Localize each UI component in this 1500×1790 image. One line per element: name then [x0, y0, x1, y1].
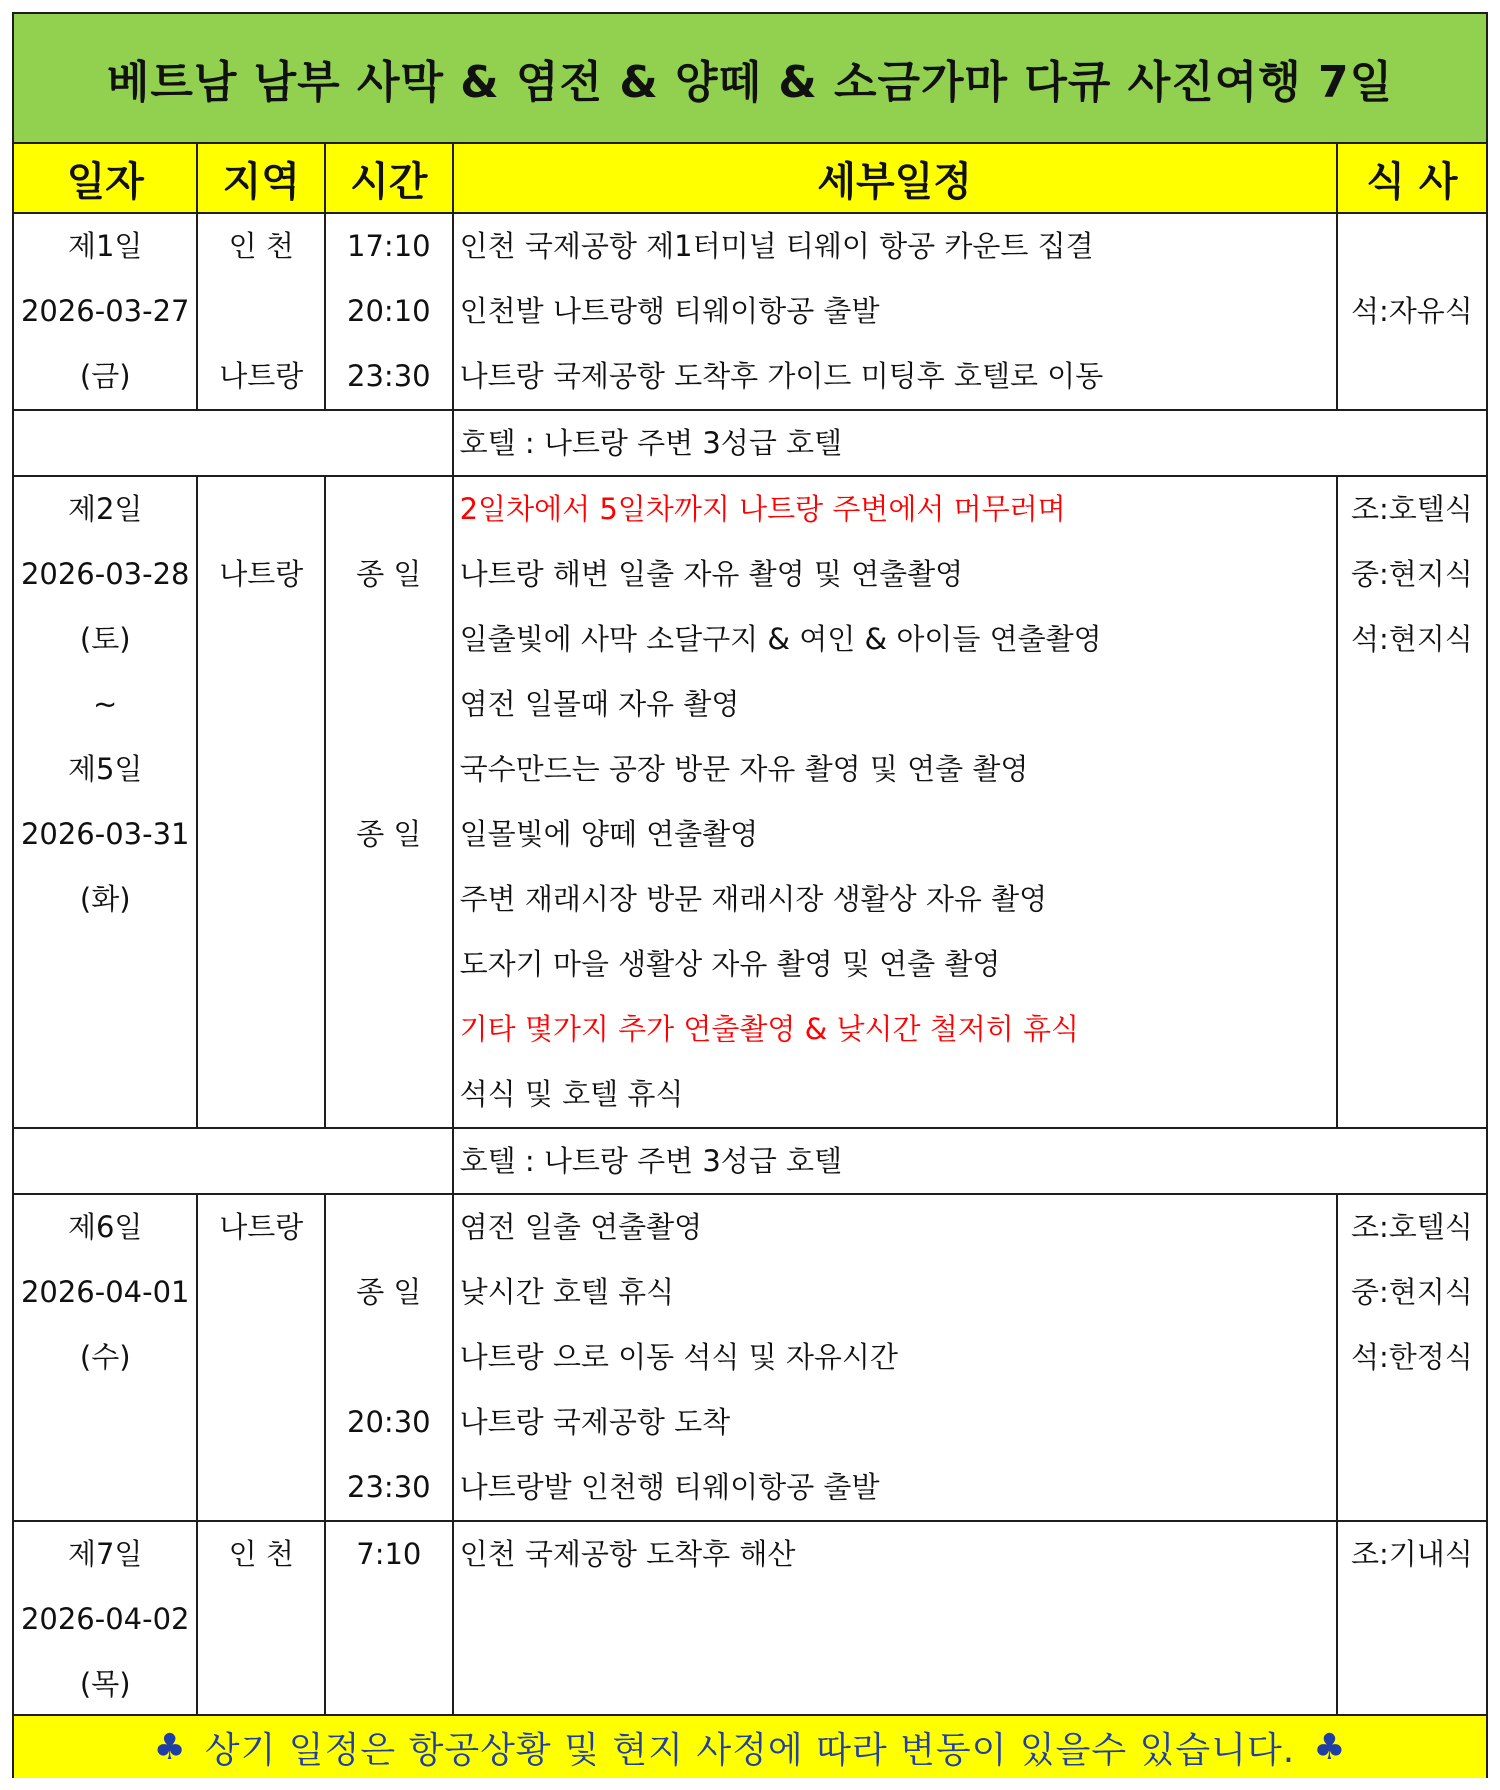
day-cell-line: (토)	[79, 622, 131, 656]
meal-cell	[1337, 1521, 1486, 1718]
detail-line: 주변 재래시장 방문 재래시장 생활상 자유 촬영	[459, 882, 1048, 916]
header-meal: 식 사	[1337, 144, 1486, 213]
hotel-cell	[453, 1128, 1486, 1194]
detail-cell	[453, 476, 1337, 1128]
detail-line: 도자기 마을 생활상 자유 촬영 및 연출 촬영	[459, 947, 1001, 981]
time-cell	[325, 1521, 453, 1718]
day-cell	[14, 213, 197, 410]
time-cell-line: 17:10	[347, 229, 431, 263]
region-cell-line	[198, 279, 324, 344]
club-icon: ♣	[153, 1726, 187, 1768]
region-cell-line: 인 천	[228, 229, 294, 263]
day-row	[14, 476, 1486, 1128]
region-cell-line: 나트랑	[219, 359, 304, 393]
meal-cell-line	[1338, 214, 1486, 279]
detail-line: 인천발 나트랑행 티웨이항공 출발	[459, 294, 880, 328]
meal-cell	[1337, 213, 1486, 410]
day-cell-line: (화)	[79, 882, 131, 916]
detail-line: 인천 국제공항 제1터미널 티웨이 항공 카운트 집결	[459, 229, 1094, 263]
detail-line: 일몰빛에 양떼 연출촬영	[459, 817, 759, 851]
hotel-text: 호텔 : 나트랑 주변 3성급 호텔	[459, 1144, 843, 1178]
detail-line: 석식 및 호텔 휴식	[459, 1077, 684, 1111]
itinerary-sheet	[12, 12, 1488, 1778]
hotel-row-blank	[14, 1128, 453, 1194]
header-day: 일자	[14, 144, 197, 213]
detail-line: 나트랑 해변 일출 자유 촬영 및 연출촬영	[459, 557, 964, 591]
detail-line: 나트랑 국제공항 도착	[459, 1405, 731, 1439]
hotel-text: 호텔 : 나트랑 주변 3성급 호텔	[459, 426, 843, 460]
day-cell-line: 제1일	[67, 229, 143, 263]
meal-cell-line: 석:현지식	[1350, 622, 1473, 656]
detail-line: 나트랑 으로 이동 석식 및 자유시간	[459, 1340, 898, 1374]
region-cell-line: 나트랑	[219, 1210, 304, 1244]
detail-line: 국수만드는 공장 방문 자유 촬영 및 연출 촬영	[459, 752, 1029, 786]
day-cell-line: 2026-03-31	[20, 817, 190, 851]
meal-cell	[1337, 476, 1486, 1128]
time-cell-line	[326, 477, 452, 542]
meal-cell-line: 석:한정식	[1350, 1340, 1473, 1374]
time-cell-line: 23:30	[347, 359, 431, 393]
region-cell-line	[198, 477, 324, 542]
table-header-row	[14, 144, 1486, 213]
region-cell	[197, 476, 325, 1128]
detail-line: 나트랑발 인천행 티웨이항공 출발	[459, 1470, 880, 1504]
day-cell-line: (수)	[79, 1340, 131, 1374]
time-cell-line: 7:10	[356, 1537, 422, 1571]
detail-line: 염전 일출 연출촬영	[459, 1210, 703, 1244]
day-cell-line: 2026-04-01	[20, 1275, 190, 1309]
detail-line: 인천 국제공항 도착후 해산	[459, 1537, 796, 1571]
day-cell-line: (금)	[79, 359, 131, 393]
footer-text: 상기 일정은 항공상황 및 현지 사정에 따라 변동이 있을수 있습니다.	[204, 1729, 1296, 1771]
day-cell	[14, 476, 197, 1128]
detail-line: 일출빛에 사막 소달구지 & 여인 & 아이들 연출촬영	[459, 622, 1102, 656]
meal-cell-line: 조:호텔식	[1350, 1210, 1473, 1244]
time-cell-line	[326, 737, 452, 802]
day-cell-line: 2026-03-27	[20, 294, 190, 328]
meal-cell	[1337, 1194, 1486, 1521]
time-cell-line	[326, 1325, 452, 1390]
region-cell	[197, 1521, 325, 1718]
region-cell-line: 인 천	[228, 1537, 294, 1571]
footer-notice	[14, 1714, 1486, 1778]
detail-line: 염전 일몰때 자유 촬영	[459, 687, 740, 721]
region-cell-line: 나트랑	[219, 557, 304, 591]
day-cell-line: 제6일	[67, 1210, 143, 1244]
hotel-row	[14, 410, 1486, 476]
itinerary-table	[14, 144, 1486, 1719]
day-cell-line: 제5일	[67, 752, 143, 786]
detail-line: 낮시간 호텔 휴식	[459, 1275, 675, 1309]
detail-cell	[453, 1194, 1337, 1521]
itinerary-title: 베트남 남부 사막 & 염전 & 양떼 & 소금가마 다큐 사진여행 7일	[14, 14, 1486, 144]
time-cell-line: 종 일	[356, 817, 422, 851]
hotel-cell	[453, 410, 1486, 476]
day-cell-line: (목)	[79, 1667, 131, 1701]
header-region: 지역	[197, 144, 325, 213]
region-cell	[197, 1194, 325, 1521]
meal-cell-line: 중:현지식	[1350, 1275, 1473, 1309]
day-cell-line: ~	[93, 687, 118, 721]
region-cell	[197, 213, 325, 410]
detail-cell	[453, 213, 1337, 410]
club-icon: ♣	[1313, 1726, 1347, 1768]
time-cell-line: 20:30	[347, 1405, 431, 1439]
time-cell	[325, 1194, 453, 1521]
header-detail: 세부일정	[453, 144, 1337, 213]
meal-cell-line	[1338, 344, 1486, 409]
time-cell-line: 종 일	[356, 557, 422, 591]
hotel-row	[14, 1128, 1486, 1194]
meal-cell-line: 조:호텔식	[1350, 492, 1473, 526]
day-cell-line: 2026-04-02	[20, 1602, 190, 1636]
day-cell	[14, 1194, 197, 1521]
time-cell	[325, 476, 453, 1128]
time-cell-line	[326, 1195, 452, 1260]
meal-cell-line: 중:현지식	[1350, 557, 1473, 591]
time-cell-line: 종 일	[356, 1275, 422, 1309]
day-row	[14, 1521, 1486, 1718]
time-cell	[325, 213, 453, 410]
meal-cell-line: 석:자유식	[1350, 294, 1473, 328]
day-row	[14, 1194, 1486, 1521]
time-cell-line	[326, 672, 452, 737]
day-cell-line: 2026-03-28	[20, 557, 190, 591]
header-time: 시간	[325, 144, 453, 213]
day-row	[14, 213, 1486, 410]
detail-line: 기타 몇가지 추가 연출촬영 & 낮시간 철저히 휴식	[459, 1012, 1080, 1046]
day-cell-line: 제2일	[67, 492, 143, 526]
time-cell-line: 20:10	[347, 294, 431, 328]
day-cell-line: 제7일	[67, 1537, 143, 1571]
hotel-row-blank	[14, 410, 453, 476]
detail-line: 나트랑 국제공항 도착후 가이드 미팅후 호텔로 이동	[459, 359, 1104, 393]
detail-cell	[453, 1521, 1337, 1718]
time-cell-line	[326, 607, 452, 672]
day-cell	[14, 1521, 197, 1718]
detail-line: 2일차에서 5일차까지 나트랑 주변에서 머무러며	[459, 492, 1066, 526]
time-cell-line: 23:30	[347, 1470, 431, 1504]
meal-cell-line: 조:기내식	[1350, 1537, 1473, 1571]
